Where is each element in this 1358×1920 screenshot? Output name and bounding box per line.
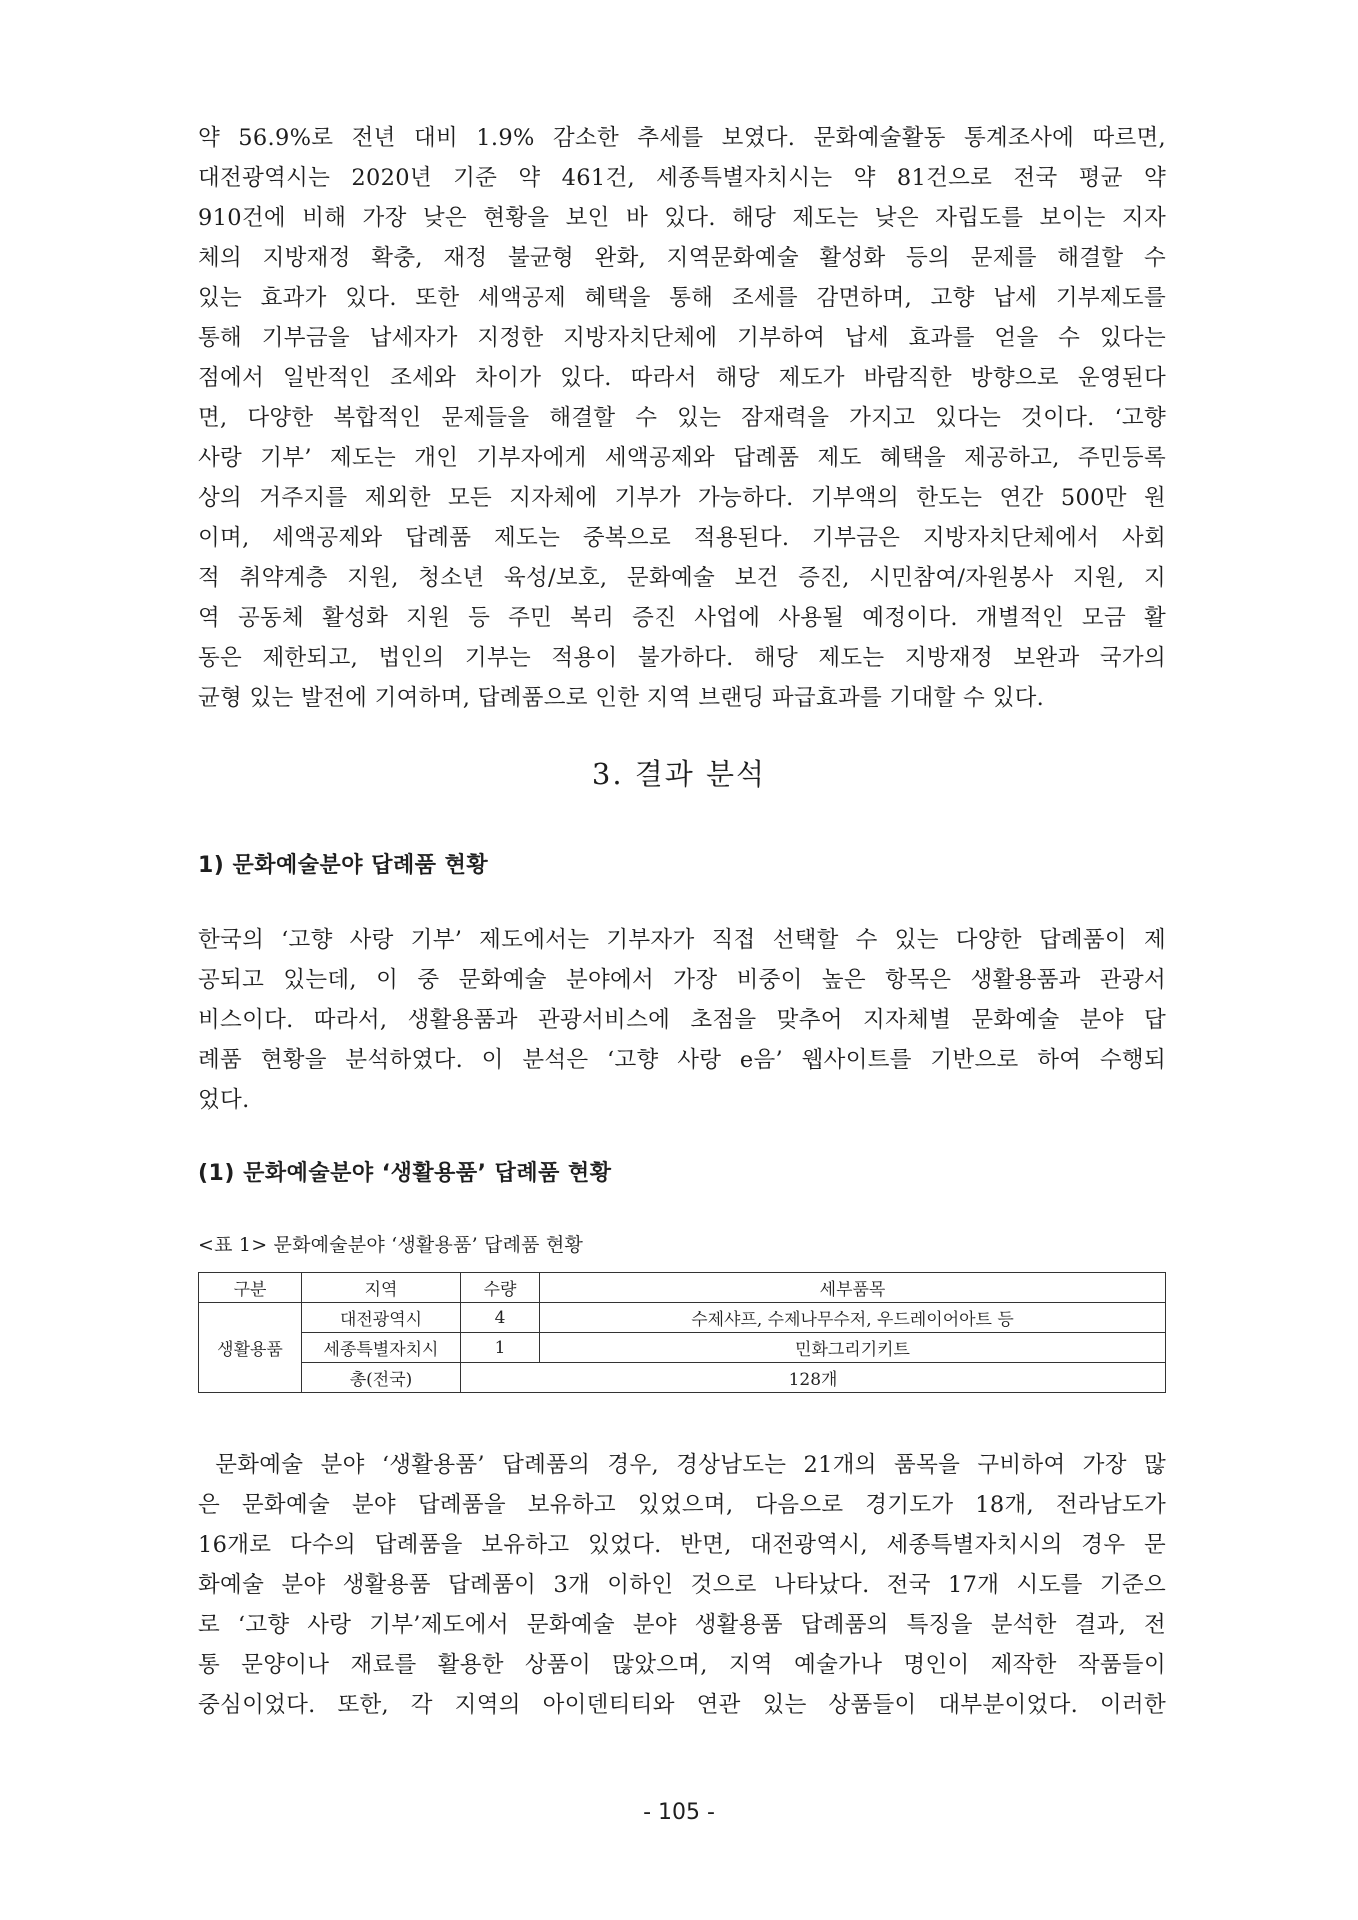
text-line: 통해 기부금을 납세자가 지정한 지방자치단체에 기부하여 납세 효과를 얻을 수 있다는 (198, 325, 1166, 351)
items-cell: 수제샤프, 수제나무수저, 우드레이어아트 등 (540, 1303, 1166, 1333)
text-line: 적 취약계층 지원, 청소년 육성/보호, 문화예술 보건 증진, 시민참여/자원봉사 지원, 지 (198, 565, 1166, 591)
table-header-row (199, 1273, 1166, 1303)
text-line: 균형 있는 발전에 기여하며, 답례품으로 인한 지역 브랜딩 파급효과를 기대할 수 있다. (198, 685, 1045, 711)
text-line: 한국의 ‘고향 사랑 기부’ 제도에서는 기부자가 직접 선택할 수 있는 다양한 답례품이 제 (198, 927, 1166, 953)
text-line: 례품 현황을 분석하였다. 이 분석은 ‘고향 사랑 e음’ 웹사이트를 기반으로 하여 수행되 (198, 1047, 1166, 1073)
gift-table (198, 1272, 1166, 1393)
total-value-cell: 128개 (461, 1363, 1166, 1393)
total-label-cell: 총(전국) (302, 1363, 461, 1393)
text-line: 공되고 있는데, 이 중 문화예술 분야에서 가장 비중이 높은 항목은 생활용품과 관광서 (198, 967, 1166, 993)
text-line: 화예술 분야 생활용품 답례품이 3개 이하인 것으로 나타났다. 전국 17개 시도를 기준으 (198, 1572, 1166, 1598)
text-line: 점에서 일반적인 조세와 차이가 있다. 따라서 해당 제도가 바람직한 방향으로 운영된다 (198, 365, 1166, 391)
text-line: 이며, 세액공제와 답례품 제도는 중복으로 적용된다. 기부금은 지방자치단체에서 사회 (198, 525, 1166, 551)
body-paragraph-3 (198, 1445, 1166, 1725)
header-cell: 지역 (302, 1273, 461, 1303)
page-number: - 105 - (643, 1800, 715, 1825)
table-row (199, 1333, 1166, 1363)
text-line: 중심이었다. 또한, 각 지역의 아이덴티티와 연관 있는 상품들이 대부분이었다. 이러한 (198, 1692, 1166, 1718)
section-title: 3. 결과 분석 (591, 757, 767, 791)
text-line: 사랑 기부’ 제도는 개인 기부자에게 세액공제와 답례품 제도 혜택을 제공하고, 주민등록 (198, 445, 1166, 471)
text-line: 약 56.9%로 전년 대비 1.9% 감소한 추세를 보였다. 문화예술활동 통계조사에 따르면, (198, 125, 1166, 151)
table-total-row (199, 1363, 1166, 1393)
text-line: 910건에 비해 가장 낮은 현황을 보인 바 있다. 해당 제도는 낮은 자립도를 보이는 지자 (198, 205, 1166, 231)
text-line: 역 공동체 활성화 지원 등 주민 복리 증진 사업에 사용될 예정이다. 개별적인 모금 활 (198, 605, 1166, 631)
text-line: 체의 지방재정 확충, 재정 불균형 완화, 지역문화예술 활성화 등의 문제를 해결할 수 (198, 245, 1166, 271)
text-line: 대전광역시는 2020년 기준 약 461건, 세종특별자치시는 약 81건으로 전국 평균 약 (198, 165, 1166, 191)
table-row (199, 1303, 1166, 1333)
text-line: 동은 제한되고, 법인의 기부는 적용이 불가하다. 해당 제도는 지방재정 보완과 국가의 (198, 645, 1166, 671)
category-cell: 생활용품 (199, 1303, 302, 1393)
header-cell: 구분 (199, 1273, 302, 1303)
text-line: 통 문양이나 재료를 활용한 상품이 많았으며, 지역 예술가나 명인이 제작한 작품들이 (198, 1652, 1166, 1678)
body-paragraph-1 (198, 118, 1166, 718)
subheading-1: 1) 문화예술분야 답례품 현황 (198, 853, 489, 878)
items-cell: 민화그리기키트 (540, 1333, 1166, 1363)
text-line: 은 문화예술 분야 답례품을 보유하고 있었으며, 다음으로 경기도가 18개, 전라남도가 (198, 1492, 1166, 1518)
text-line: 비스이다. 따라서, 생활용품과 관광서비스에 초점을 맞추어 지자체별 문화예술 분야 답 (198, 1007, 1166, 1033)
quantity-cell: 1 (461, 1333, 540, 1363)
body-paragraph-2 (198, 920, 1166, 1120)
text-line: 로 ‘고향 사랑 기부’제도에서 문화예술 분야 생활용품 답례품의 특징을 분석한 결과, 전 (198, 1612, 1166, 1638)
subheading-2: (1) 문화예술분야 ‘생활용품’ 답례품 현황 (198, 1161, 612, 1186)
header-cell: 세부품목 (540, 1273, 1166, 1303)
table-caption: <표 1> 문화예술분야 ‘생활용품’ 답례품 현황 (198, 1234, 584, 1256)
text-line: 상의 거주지를 제외한 모든 지자체에 기부가 가능하다. 기부액의 한도는 연간 500만 원 (198, 485, 1166, 511)
text-line: 었다. (198, 1087, 250, 1113)
text-line: 문화예술 분야 ‘생활용품’ 답례품의 경우, 경상남도는 21개의 품목을 구비하여 가장 많 (198, 1452, 1166, 1478)
text-line: 있는 효과가 있다. 또한 세액공제 혜택을 통해 조세를 감면하며, 고향 납세 기부제도를 (198, 285, 1166, 311)
quantity-cell: 4 (461, 1303, 540, 1333)
text-line: 면, 다양한 복합적인 문제들을 해결할 수 있는 잠재력을 가지고 있다는 것이다. ‘고향 (198, 405, 1166, 431)
text-line: 16개로 다수의 답례품을 보유하고 있었다. 반면, 대전광역시, 세종특별자치시의 경우 문 (198, 1532, 1166, 1558)
region-cell: 대전광역시 (302, 1303, 461, 1333)
header-cell: 수량 (461, 1273, 540, 1303)
region-cell: 세종특별자치시 (302, 1333, 461, 1363)
